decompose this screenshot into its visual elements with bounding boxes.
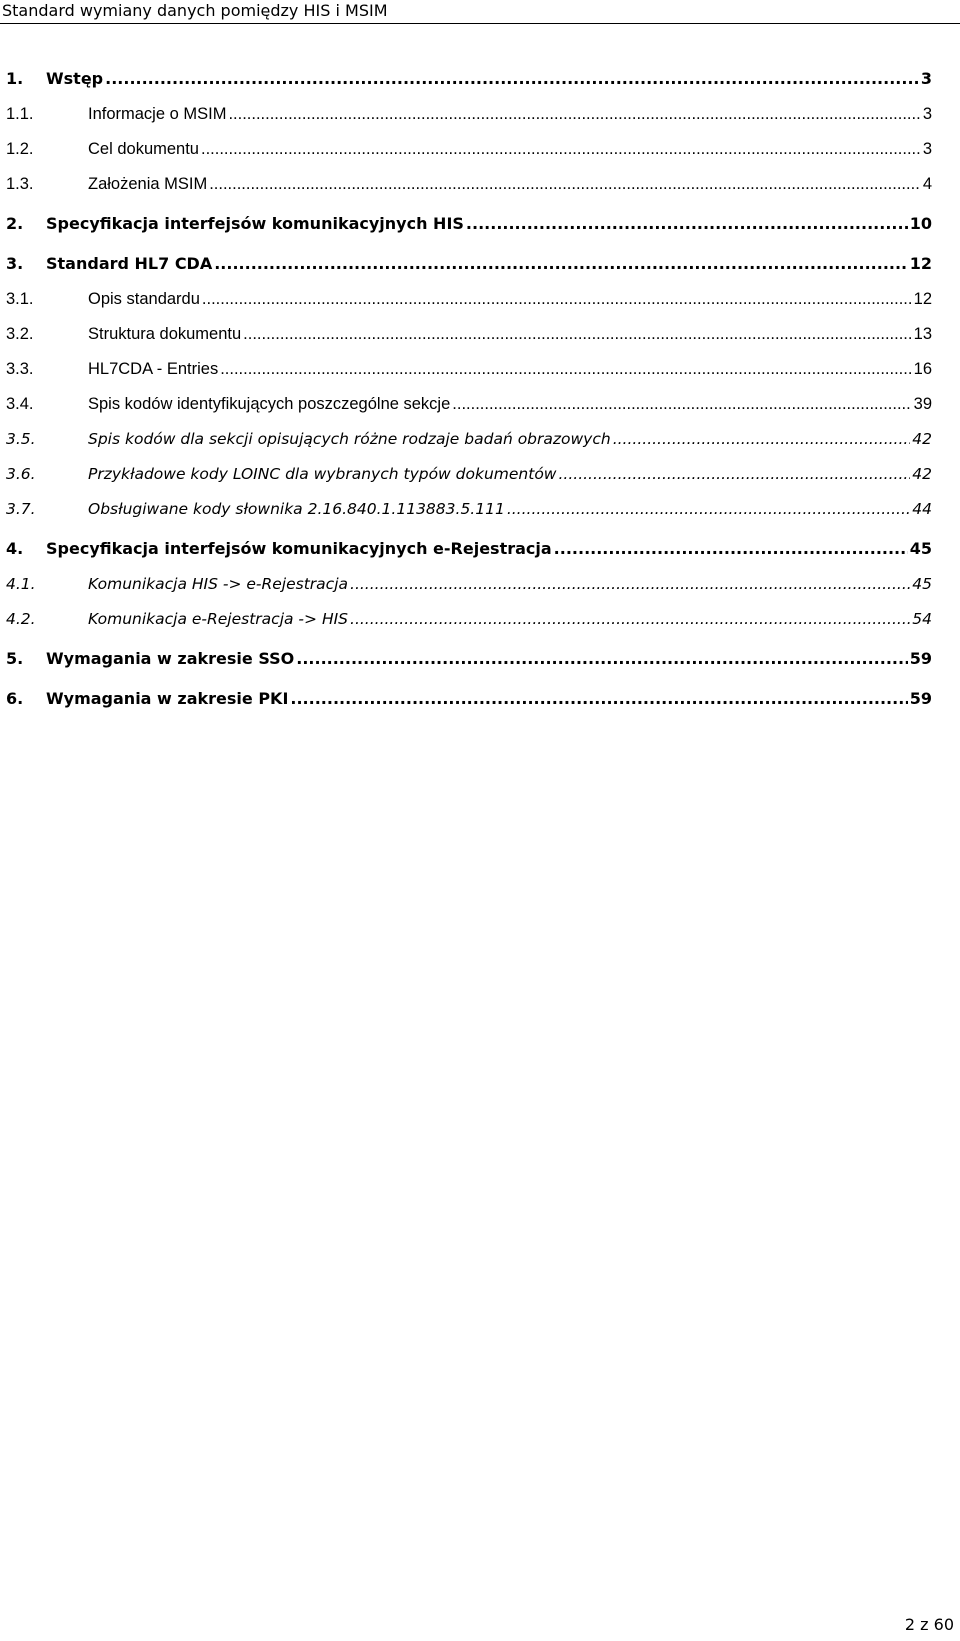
toc-entry-page: 3 [920,69,932,88]
toc-entry[interactable] [6,389,932,415]
toc-dot-leader [466,213,908,235]
toc-entry-title: Informacje o MSIM [88,105,227,123]
toc-entry-page: 3 [922,140,932,158]
toc-entry[interactable] [6,249,932,275]
toc-entry-page: 54 [912,610,932,628]
toc-entry-number: 1. [6,69,24,88]
toc-entry-page: 10 [909,214,932,233]
toc-dot-leader [350,573,910,595]
toc-entry-number: 4.1. [6,575,36,593]
toc-entry[interactable] [6,424,932,450]
toc-entry-number: 1.2. [6,140,34,158]
toc-entry-title: Założenia MSIM [88,175,208,193]
toc-entry-page: 44 [912,500,932,518]
toc-entry[interactable] [6,354,932,380]
toc-dot-leader [452,393,911,415]
toc-entry-title: Obsługiwane kody słownika 2.16.840.1.113883.5.111 [88,500,505,518]
toc-entry[interactable] [6,99,932,125]
toc-entry-page: 16 [913,360,932,378]
toc-entry-title: HL7CDA - Entries [88,360,219,378]
toc-entry-title: Wstęp [46,69,104,88]
page-header [0,0,960,24]
toc-entry-number: 6. [6,689,24,708]
toc-entry-title: Struktura dokumentu [88,325,242,343]
toc-entry-number: 4. [6,539,24,558]
toc-entry-title: Komunikacja e-Rejestracja -> HIS [88,610,349,628]
toc-entry-page: 45 [912,575,932,593]
toc-entry[interactable] [6,534,932,560]
toc-dot-leader [105,68,919,90]
toc-entry-title: Przykładowe kody LOINC dla wybranych typów dokumentów [88,465,557,483]
toc-entry[interactable] [6,209,932,235]
toc-dot-leader [554,538,908,560]
toc-entry-page: 42 [912,465,932,483]
toc-entry-title: Spis kodów dla sekcji opisujących różne rodzaje badań obrazowych [88,430,611,448]
toc-entry-title: Cel dokumentu [88,140,199,158]
toc-entry[interactable] [6,569,932,595]
toc-entry-page: 3 [922,105,932,123]
toc-dot-leader [209,173,921,195]
toc-entry-page: 12 [909,254,932,273]
toc-entry-title: Opis standardu [88,290,200,308]
toc-entry-number: 3.7. [6,500,36,518]
toc-entry[interactable] [6,644,932,670]
toc-entry-number: 3.2. [6,325,34,343]
toc-entry-page: 42 [912,430,932,448]
toc-entry-number: 3.5. [6,430,36,448]
toc-entry[interactable] [6,64,932,90]
toc-dot-leader [507,498,910,520]
toc-dot-leader [243,323,911,345]
document-title: Standard wymiany danych pomiędzy HIS i MSIM [2,1,388,20]
toc-entry[interactable] [6,284,932,310]
toc-entry-number: 3.1. [6,290,34,308]
toc-entry-title: Wymagania w zakresie SSO [46,649,295,668]
toc-dot-leader [613,428,911,450]
toc-entry-number: 1.1. [6,105,34,123]
toc-entry-number: 4.2. [6,610,36,628]
toc-dot-leader [290,688,907,710]
toc-dot-leader [296,648,907,670]
toc-dot-leader [228,103,920,125]
page-number: 2 z 60 [904,1615,954,1634]
toc-entry[interactable] [6,134,932,160]
toc-dot-leader [558,463,910,485]
toc-entry-title: Specyfikacja interfejsów komunikacyjnych HIS [46,214,464,233]
toc-entry[interactable] [6,684,932,710]
toc-entry-number: 2. [6,214,24,233]
toc-entry-title: Specyfikacja interfejsów komunikacyjnych e-Rejestracja [46,539,552,558]
toc-entry-page: 59 [909,649,932,668]
toc-entry-page: 4 [922,175,932,193]
toc-entry-title: Standard HL7 CDA [46,254,213,273]
toc-entry[interactable] [6,494,932,520]
toc-entry-page: 12 [913,290,932,308]
toc-entry[interactable] [6,169,932,195]
toc-entry-page: 59 [909,689,932,708]
toc-entry-title: Wymagania w zakresie PKI [46,689,289,708]
toc-entry[interactable] [6,604,932,630]
toc-entry[interactable] [6,319,932,345]
toc-dot-leader [202,288,912,310]
toc-entry-number: 5. [6,649,24,668]
toc-dot-leader [350,608,910,630]
toc-entry-number: 3.3. [6,360,34,378]
toc-entry-number: 1.3. [6,175,34,193]
toc-entry-title: Komunikacja HIS -> e-Rejestracja [88,575,349,593]
toc-entry-number: 3.4. [6,395,34,413]
toc-entry-title: Spis kodów identyfikujących poszczególne sekcje [88,395,451,413]
toc-dot-leader [220,358,911,380]
toc-dot-leader [201,138,921,160]
toc-entry-number: 3. [6,254,24,273]
toc-dot-leader [214,253,908,275]
toc-entry-number: 3.6. [6,465,36,483]
toc-entry[interactable] [6,459,932,485]
toc-entry-page: 13 [913,325,932,343]
toc-entry-page: 39 [913,395,932,413]
toc-entry-page: 45 [909,539,932,558]
